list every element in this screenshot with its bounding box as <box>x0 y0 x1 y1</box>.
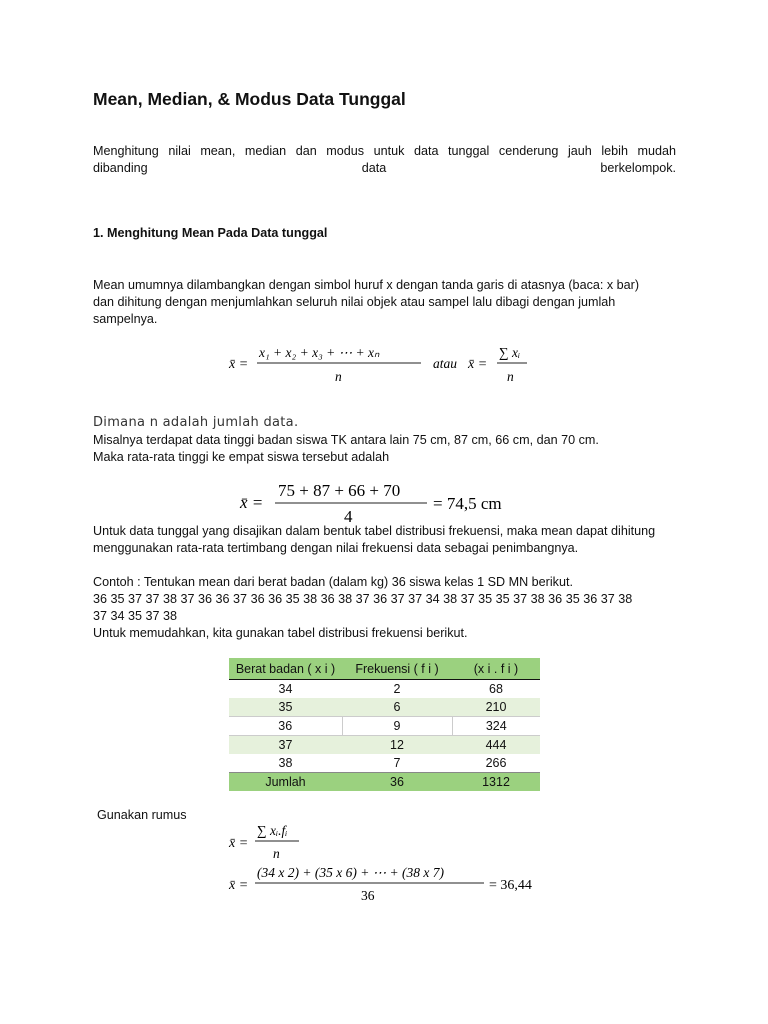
table-row <box>229 698 540 717</box>
table-total-row <box>229 773 540 792</box>
formula2-denominator: 4 <box>344 507 353 526</box>
frequency-table <box>229 658 540 791</box>
column-header: (x i . f i ) <box>452 658 540 680</box>
example-line-1: Misalnya terdapat data tinggi badan siswa TK antara lain 75 cm, 87 cm, 66 cm, dan 70 cm. <box>93 433 599 447</box>
table-cell: Jumlah <box>229 773 342 792</box>
contoh-line-3: 37 34 35 37 38 <box>93 609 178 623</box>
formula-atau: atau <box>433 356 458 371</box>
table-cell: 36 <box>229 717 342 736</box>
intro-line-2: dibanding data berkelompok. <box>93 161 676 175</box>
formula-denominator: n <box>335 369 342 384</box>
contoh-line-4: Untuk memudahkan, kita gunakan tabel distribusi frekuensi berikut. <box>93 626 468 640</box>
section-heading-mean: 1. Menghitung Mean Pada Data tunggal <box>93 226 328 240</box>
gunakan-rumus-label: Gunakan rumus <box>97 808 187 822</box>
table-cell: 210 <box>452 698 540 717</box>
contoh-line-1: Contoh : Tentukan mean dari berat badan (dalam kg) 36 siswa kelas 1 SD MN berikut. <box>93 575 573 589</box>
table-cell: 12 <box>342 736 452 755</box>
table-cell: 38 <box>229 754 342 773</box>
table-cell: 266 <box>452 754 540 773</box>
table-cell: 444 <box>452 736 540 755</box>
formula3-denominator: n <box>273 846 280 861</box>
weighted-mean-calculation <box>229 860 549 911</box>
table-cell: 36 <box>342 773 452 792</box>
dimana-note: Dimana n adalah jumlah data. <box>93 415 299 430</box>
formula-numerator: x₁ + x₂ + x₃ + ⋯ + xₙ <box>259 345 380 360</box>
table-header-row <box>229 658 540 680</box>
calculation-svg <box>229 860 549 906</box>
formula4-denominator: 36 <box>361 888 375 903</box>
weighted-formula-svg <box>229 818 319 864</box>
formula3-numerator: ∑ xᵢ.fᵢ <box>257 823 288 838</box>
example-paragraph <box>93 432 676 466</box>
height-formula-svg <box>240 478 530 526</box>
table-row <box>229 680 540 699</box>
formula2-numerator: 75 + 87 + 66 + 70 <box>278 481 401 500</box>
contoh-line-2: 36 35 37 37 38 37 36 36 37 36 36 35 38 36 38 37 36 37 37 34 38 37 35 35 37 38 36 35 36 37 38 <box>93 592 633 606</box>
formula4-result: = 36,44 <box>489 878 532 893</box>
table-cell: 68 <box>452 680 540 699</box>
table-cell: 6 <box>342 698 452 717</box>
formula3-lhs: x̄ = <box>229 836 249 851</box>
formula-sum-numerator: ∑ xᵢ <box>499 345 521 360</box>
formula2-lhs: x̄ = <box>240 493 264 512</box>
weighted-mean-description: Untuk data tunggal yang disajikan dalam bentuk tabel distribusi frekuensi, maka mean dapat dihitung menggunakan rata-rata tertimbang dengan nilai frekuensi data sebagai penimbangnya. <box>93 524 656 555</box>
contoh-paragraph <box>93 574 693 642</box>
formula-lhs: x̄ = <box>229 357 249 372</box>
formula2-result: = 74,5 cm <box>433 494 502 513</box>
mean-formula-svg <box>229 340 539 388</box>
example-line-2: Maka rata-rata tinggi ke empat siswa tersebut adalah <box>93 450 390 464</box>
table-cell: 2 <box>342 680 452 699</box>
table-row <box>229 717 540 736</box>
intro-paragraph <box>93 143 676 177</box>
formula4-lhs: x̄ = <box>229 878 249 893</box>
intro-line-1: Menghitung nilai mean, median dan modus untuk data tunggal cenderung jauh lebih mudah <box>93 144 676 158</box>
table-cell: 34 <box>229 680 342 699</box>
table-cell: 1312 <box>452 773 540 792</box>
mean-description: Mean umumnya dilambangkan dengan simbol huruf x dengan tanda garis di atasnya (baca: x bar) dan dihitung dengan menjumlahkan seluruh nilai objek atau sampel lalu dibagi dengan jumlah sampelnya. <box>93 278 640 326</box>
table-cell: 37 <box>229 736 342 755</box>
formula-sum-denominator: n <box>507 369 514 384</box>
table-row <box>229 754 540 773</box>
table-cell: 324 <box>452 717 540 736</box>
mean-formula <box>229 340 539 393</box>
page-title: Mean, Median, & Modus Data Tunggal <box>93 89 406 109</box>
column-header: Berat badan ( x i ) <box>229 658 342 680</box>
table-cell: 7 <box>342 754 452 773</box>
column-header: Frekuensi ( f i ) <box>342 658 452 680</box>
table-row <box>229 736 540 755</box>
table-cell: 35 <box>229 698 342 717</box>
formula-lhs-2: x̄ = <box>468 357 488 372</box>
table-cell: 9 <box>342 717 452 736</box>
formula4-numerator: (34 x 2) + (35 x 6) + ⋯ + (38 x 7) <box>257 865 445 880</box>
